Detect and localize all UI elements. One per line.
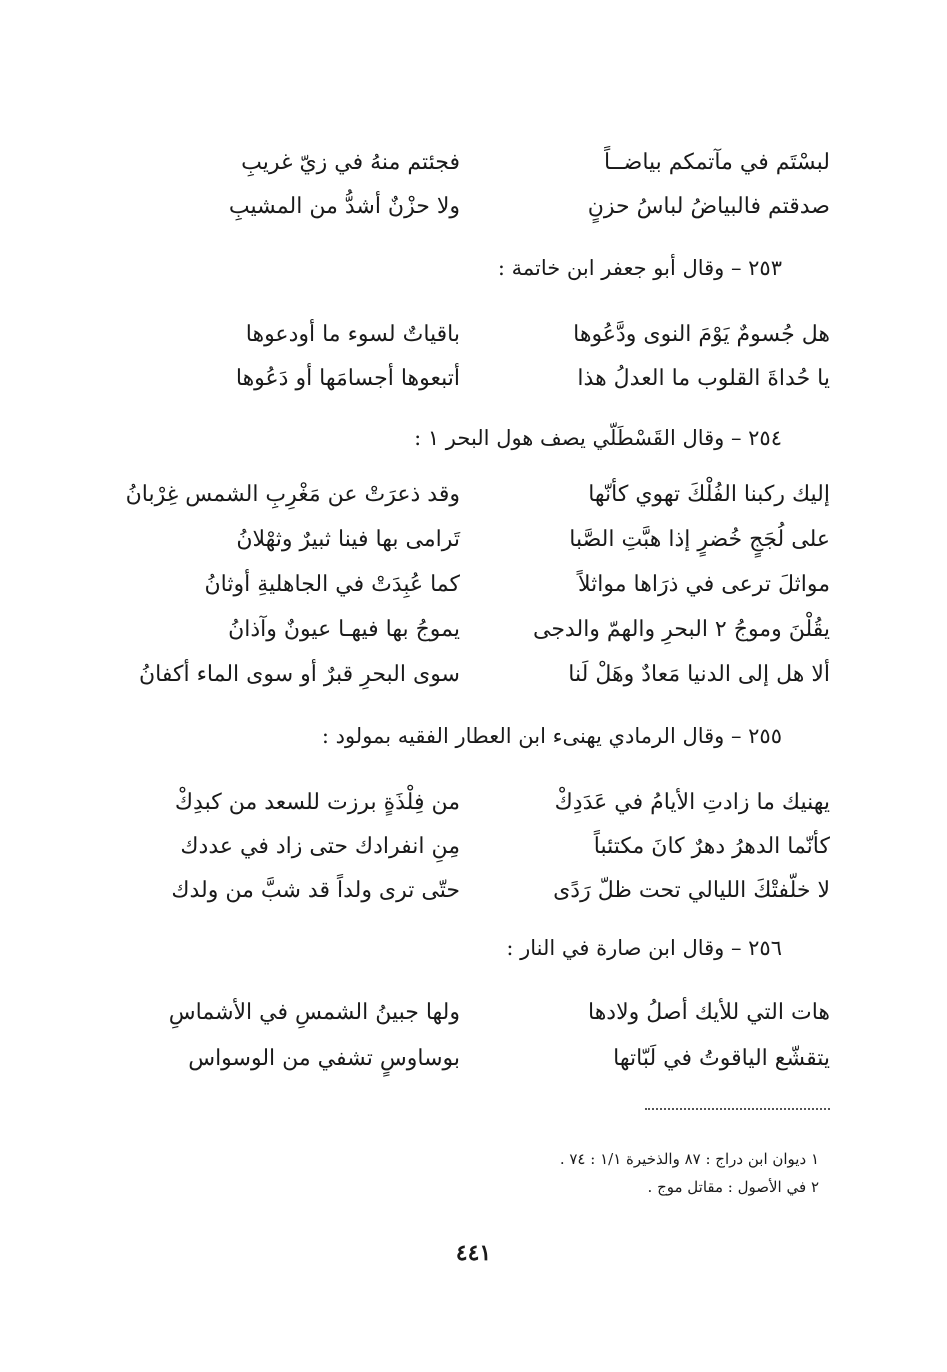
verse-line xyxy=(120,607,830,651)
first-hemistich: يقُلْنَ وموجُ ٢ البحرِ والهمّ والدجى xyxy=(533,616,830,642)
first-hemistich: كأنّما الدهرُ دهرٌ كانَ مكتئباً xyxy=(593,833,830,859)
first-hemistich: يهنيك ما زادتِ الأيامُ في عَدَدِكْ xyxy=(554,789,830,815)
second-hemistich: حتّى ترى ولداً قد شبَّ من ولدك xyxy=(171,877,460,903)
footnote: ٢ في الأصول : مقاتل موج . xyxy=(647,1178,819,1196)
second-hemistich: مِنِ انفرادك حتى زاد في عددك xyxy=(180,833,460,859)
first-hemistich: إليك ركبنا الفُلْكَ تهوي كأنّها xyxy=(588,481,830,507)
footnote-separator xyxy=(645,1108,830,1110)
first-hemistich: مواثلَ ترعى في ذرَاها مواثلاً xyxy=(578,571,830,597)
verse-line xyxy=(120,312,830,356)
verse-line xyxy=(120,356,830,400)
first-hemistich: لبسْتَم في مآتمكم بياضــاً xyxy=(604,149,830,175)
first-hemistich: لا خلّفتْكَ الليالي تحت ظلّ رَدًى xyxy=(553,877,830,903)
second-hemistich: تَرامى بها فينا ثبيرٌ وثهْلانُ xyxy=(236,526,460,552)
first-hemistich: يا حُداةَ القلوب ما العدلُ هذا xyxy=(577,365,830,391)
verse-line xyxy=(120,1036,830,1080)
first-hemistich: يتقشّع الياقوتُ في لَبّاتها xyxy=(613,1045,830,1071)
footnote: ١ ديوان ابن دراج : ٨٧ والذخيرة ١/١ : ٧٤ . xyxy=(559,1150,819,1168)
second-hemistich: بوساوسٍ تشفي من الوسواس xyxy=(188,1045,460,1071)
verse-line xyxy=(120,562,830,606)
first-hemistich: هات التي للأيك أصلُ ولادها xyxy=(588,999,830,1025)
second-hemistich: وقد ذعرَتْ عن مَغْرِبِ الشمس غِرْبانُ xyxy=(125,481,460,507)
verse-line xyxy=(120,140,830,184)
second-hemistich: أتبعوها أجسامَها أو دَعُوها xyxy=(235,365,460,391)
verse-line xyxy=(120,780,830,824)
second-hemistich: ولها جبينُ الشمسِ في الأشماسِ xyxy=(168,999,460,1025)
verse-line xyxy=(120,824,830,868)
verse-line xyxy=(120,868,830,912)
poem-heading: ٢٥٥ – وقال الرمادي يهنىء ابن العطار الفقيه بمولود : xyxy=(321,724,782,748)
second-hemistich: من فِلْذَةٍ برزت للسعد من كبدِكْ xyxy=(174,789,460,815)
second-hemistich: كما عُبِدَتْ في الجاهليةِ أوثانُ xyxy=(204,571,460,597)
first-hemistich: على لُجَجٍ خُضرٍ إذا هبَّتِ الصَّبا xyxy=(569,526,830,552)
verse-line xyxy=(120,184,830,228)
poem-heading: ٢٥٦ – وقال ابن صارة في النار : xyxy=(506,936,782,960)
verse-line xyxy=(120,472,830,516)
second-hemistich: سوى البحرِ قبرٌ أو سوى الماء أكفانُ xyxy=(139,661,460,687)
first-hemistich: ألا هل إلى الدنيا مَعادٌ وهَلْ لَنا xyxy=(568,661,830,687)
poem-heading: ٢٥٣ – وقال أبو جعفر ابن خاتمة : xyxy=(497,256,782,280)
first-hemistich: صدقتم فالبياضُ لباسُ حزنٍ xyxy=(587,193,830,219)
poem-heading: ٢٥٤ – وقال القَسْطَلّي يصف هول البحر ١ : xyxy=(414,426,782,450)
second-hemistich: باقياتٌ لسوء ما أودعوها xyxy=(245,321,460,347)
verse-line xyxy=(120,990,830,1034)
verse-line xyxy=(120,652,830,696)
second-hemistich: يموجُ بها فيهـا عيونٌ وآذانُ xyxy=(228,616,460,642)
verse-line xyxy=(120,517,830,561)
second-hemistich: فجئتم منهُ في زيّ غريبِ xyxy=(241,149,460,175)
second-hemistich: ولا حزْنٌ أشدُّ من المشيبِ xyxy=(228,193,460,219)
first-hemistich: هل جُسومٌ يَوْمَ النوى ودَّعُوها xyxy=(573,321,830,347)
page-number: ٤٤١ xyxy=(455,1240,492,1266)
